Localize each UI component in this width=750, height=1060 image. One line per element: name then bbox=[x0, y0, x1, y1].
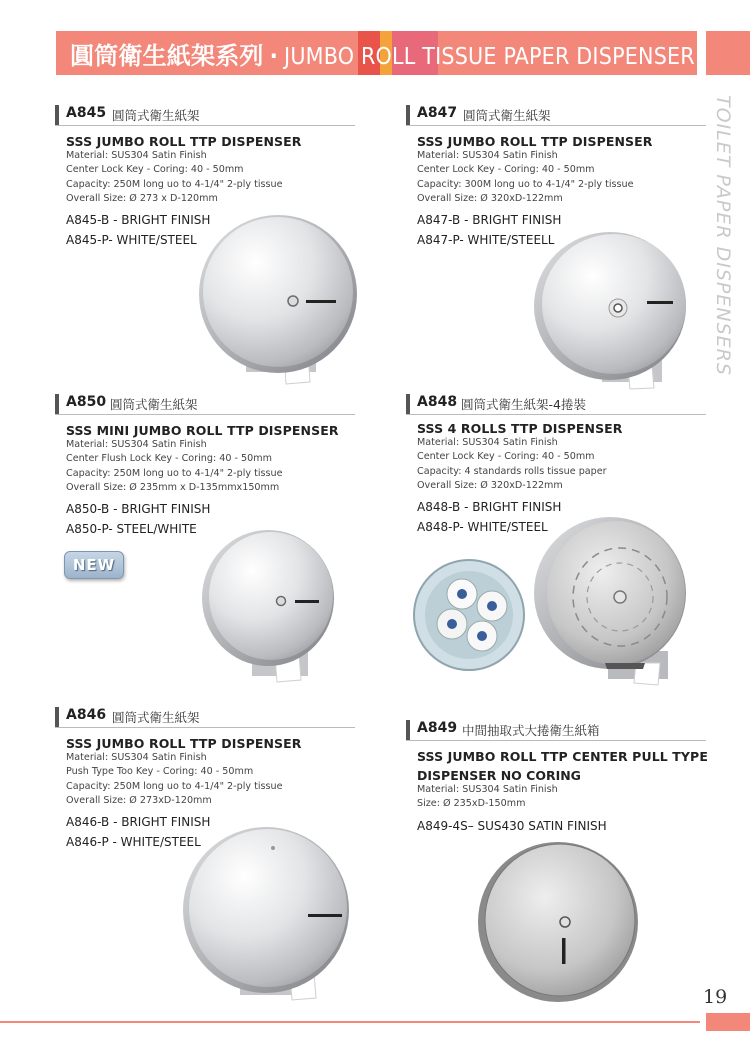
product-name-chinese: 圓筒式衛生紙架 bbox=[112, 710, 200, 725]
spec-line: Material: SUS304 Satin Finish bbox=[66, 752, 207, 763]
spec-line: Overall Size: Ø 320xD-122mm bbox=[417, 479, 563, 491]
spec-line: Capacity: 250M long uo to 4-1/4" 2-ply tissue bbox=[66, 780, 283, 792]
finish-option: A845-P- WHITE/STEEL bbox=[66, 233, 197, 248]
spec-line: Overall Size: Ø 273xD-120mm bbox=[66, 794, 212, 806]
footer-line bbox=[0, 1021, 700, 1023]
product-name: SSS JUMBO ROLL TTP DISPENSER bbox=[66, 134, 302, 149]
product-name-chinese: 圓筒式衛生紙架 bbox=[110, 397, 198, 412]
header-bar bbox=[55, 105, 59, 125]
product-header bbox=[406, 103, 706, 126]
product-code: A845 bbox=[66, 105, 107, 121]
spec-line: Center Lock Key - Coring: 40 - 50mm bbox=[417, 164, 595, 176]
product-header bbox=[55, 103, 355, 126]
spec-line: Overall Size: Ø 273 x D-120mm bbox=[66, 192, 218, 204]
product-name-chinese: 圓筒式衛生紙架-4捲裝 bbox=[461, 397, 586, 412]
finish-option: A847-B - BRIGHT FINISH bbox=[417, 213, 562, 228]
finish-option: A850-B - BRIGHT FINISH bbox=[66, 502, 211, 517]
product-code: A846 bbox=[66, 707, 107, 723]
dispenser-image-a849 bbox=[476, 840, 640, 1004]
dispenser-image-a847 bbox=[530, 228, 690, 390]
product-header bbox=[55, 392, 355, 415]
product-code: A848 bbox=[417, 394, 458, 410]
product-a849 bbox=[406, 718, 706, 833]
spec-line: Center Lock Key - Coring: 40 - 50mm bbox=[66, 164, 244, 176]
title-separator: · bbox=[269, 42, 279, 70]
spec-line: Material: SUS304 Satin Finish bbox=[417, 437, 558, 448]
finish-option: A849-4S– SUS430 SATIN FINISH bbox=[417, 818, 607, 833]
spec-line: Material: SUS304 Satin Finish bbox=[417, 150, 558, 161]
header-bar bbox=[55, 707, 59, 727]
side-tab bbox=[706, 31, 750, 75]
spec-line: Material: SUS304 Satin Finish bbox=[66, 439, 207, 450]
product-name-chinese: 圓筒式衛生紙架 bbox=[463, 108, 551, 123]
spec-line: Size: Ø 235xD-150mm bbox=[417, 798, 526, 810]
finish-option: A850-P- STEEL/WHITE bbox=[66, 522, 197, 537]
title-chinese: 圓筒衛生紙架系列 bbox=[70, 42, 264, 70]
dispenser-image-a846 bbox=[180, 826, 356, 1002]
product-a847 bbox=[406, 103, 706, 247]
finish-option: A846-B - BRIGHT FINISH bbox=[66, 815, 211, 830]
finish-option: A848-B - BRIGHT FINISH bbox=[417, 500, 562, 515]
section-side-label: TOILET PAPER DISPENSERS bbox=[712, 95, 734, 376]
header-bar bbox=[406, 105, 410, 125]
product-header bbox=[406, 392, 706, 415]
spec-line: Capacity: 4 standards rolls tissue paper bbox=[417, 465, 607, 477]
product-code: A849 bbox=[417, 720, 458, 736]
header-bar bbox=[55, 394, 59, 414]
product-name: SSS 4 ROLLS TTP DISPENSER bbox=[417, 421, 623, 436]
open-dispenser-rolls-image bbox=[412, 558, 526, 672]
spec-line: Capacity: 250M long uo to 4-1/4" 2-ply tissue bbox=[66, 467, 283, 479]
product-code: A847 bbox=[417, 105, 458, 121]
header-banner bbox=[56, 31, 697, 75]
product-name-line-2: DISPENSER NO CORING bbox=[417, 768, 581, 783]
header-bar bbox=[406, 720, 410, 740]
spec-line: Overall Size: Ø 320xD-122mm bbox=[417, 192, 563, 204]
spec-line: Center Lock Key - Coring: 40 - 50mm bbox=[417, 451, 595, 463]
header-bar bbox=[406, 394, 410, 414]
finish-option: A847-P- WHITE/STEELL bbox=[417, 233, 555, 248]
product-name: SSS JUMBO ROLL TTP DISPENSER bbox=[417, 134, 653, 149]
new-badge: NEW bbox=[64, 551, 124, 579]
product-header bbox=[55, 705, 355, 728]
spec-line: Overall Size: Ø 235mm x D-135mmx150mm bbox=[66, 481, 280, 493]
page-number: 19 bbox=[703, 986, 728, 1008]
product-name-chinese: 中間抽取式大捲衛生紙箱 bbox=[462, 723, 600, 738]
product-name-chinese: 圓筒式衛生紙架 bbox=[112, 108, 200, 123]
product-code: A850 bbox=[66, 394, 107, 410]
finish-option: A846-P - WHITE/STEEL bbox=[66, 835, 201, 850]
spec-line: Capacity: 300M long uo to 4-1/4" 2-ply tissue bbox=[417, 178, 634, 190]
footer-tab bbox=[706, 1013, 750, 1031]
spec-line: Capacity: 250M long uo to 4-1/4" 2-ply tissue bbox=[66, 178, 283, 190]
product-name: SSS MINI JUMBO ROLL TTP DISPENSER bbox=[66, 423, 339, 438]
spec-line: Center Flush Lock Key - Coring: 40 - 50mm bbox=[66, 453, 272, 465]
product-name: SSS JUMBO ROLL TTP CENTER PULL TYPE bbox=[417, 749, 708, 764]
spec-line: Material: SUS304 Satin Finish bbox=[66, 150, 207, 161]
product-header bbox=[406, 718, 706, 741]
dispenser-image-a845 bbox=[196, 212, 360, 386]
finish-option: A848-P- WHITE/STEEL bbox=[417, 520, 548, 535]
product-a850 bbox=[55, 392, 355, 536]
spec-line: Material: SUS304 Satin Finish bbox=[417, 784, 558, 795]
product-name: SSS JUMBO ROLL TTP DISPENSER bbox=[66, 736, 302, 751]
finish-option: A845-B - BRIGHT FINISH bbox=[66, 213, 211, 228]
page-title bbox=[70, 36, 695, 71]
title-english: JUMBO ROLL TISSUE PAPER DISPENSER bbox=[284, 44, 695, 70]
spec-line: Push Type Too Key - Coring: 40 - 50mm bbox=[66, 766, 254, 778]
dispenser-image-a850 bbox=[200, 528, 340, 688]
dispenser-image-a848 bbox=[530, 513, 690, 693]
